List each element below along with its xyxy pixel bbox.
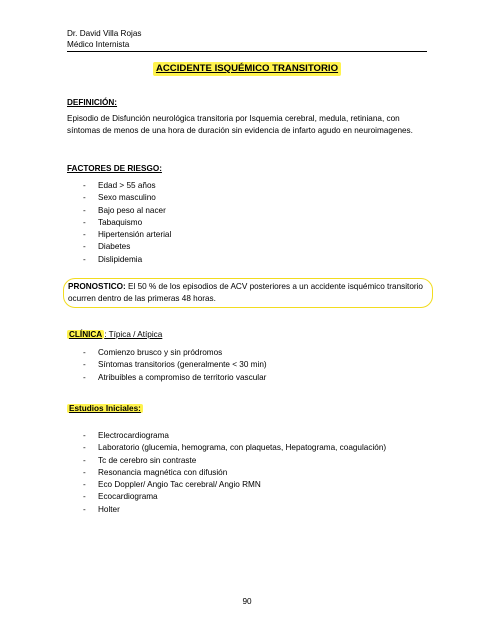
list-item: - Hipertensión arterial <box>83 229 171 241</box>
clinica-heading <box>67 329 162 340</box>
estudios-list <box>83 430 386 516</box>
clinica-subtitle: : Típica / Atípica <box>104 330 163 339</box>
pronostico-block <box>63 278 433 308</box>
page-title: ACCIDENTE ISQUÉMICO TRANSITORIO <box>153 62 341 76</box>
definicion-heading: DEFINICIÓN: <box>67 98 118 107</box>
list-item: - Tc de cerebro sin contraste <box>83 455 386 467</box>
list-item: - Bajo peso al nacer <box>83 205 171 217</box>
list-item: - Holter <box>83 504 386 516</box>
list-item: - Atribuibles a compromiso de territorio vascular <box>83 372 267 384</box>
list-item: - Diabetes <box>83 241 171 253</box>
list-item: - Ecocardiograma <box>83 491 386 503</box>
pronostico-text: El 50 % de los episodios de ACV posteriores a un accidente isquémico transitorio ocurren dentro de las primeras 48 horas. <box>68 282 423 303</box>
list-item: - Eco Doppler/ Angio Tac cerebral/ Angio RMN <box>83 479 386 491</box>
page-header <box>67 28 141 50</box>
list-item: - Dislipidemia <box>83 254 171 266</box>
list-item: - Resonancia magnética con difusión <box>83 467 386 479</box>
list-item: - Laboratorio (glucemia, hemograma, con plaquetas, Hepatograma, coagulación) <box>83 442 386 454</box>
factores-list <box>83 180 171 266</box>
page-number: 90 <box>242 597 252 606</box>
list-item: - Sexo masculino <box>83 192 171 204</box>
author-name: Dr. David Villa Rojas <box>67 29 142 38</box>
definicion-text: Episodio de Disfunción neurológica transitoria por Isquemia cerebral, medula, retiniana, con síntomas de menos de una hora de duración sin evidencia de infarto agudo en neuroimagenes. <box>67 114 413 135</box>
clinica-heading-label: CLÍNICA <box>69 330 103 339</box>
list-item: - Comienzo brusco y sin pródromos <box>83 347 267 359</box>
list-item: - Edad > 55 años <box>83 180 171 192</box>
factores-heading: FACTORES DE RIESGO: <box>67 164 162 173</box>
list-item: - Tabaquismo <box>83 217 171 229</box>
title-wrapper <box>0 58 494 76</box>
estudios-heading-label: Estudios Iniciales: <box>69 404 141 413</box>
list-item: - Electrocardiograma <box>83 430 386 442</box>
list-item: - Síntomas transitorios (generalmente < 30 min) <box>83 359 267 371</box>
author-role: Médico Internista <box>67 40 130 49</box>
pronostico-label: PRONOSTICO: <box>68 282 126 291</box>
clinica-list <box>83 347 267 384</box>
estudios-heading <box>67 403 143 414</box>
header-divider <box>67 51 427 52</box>
